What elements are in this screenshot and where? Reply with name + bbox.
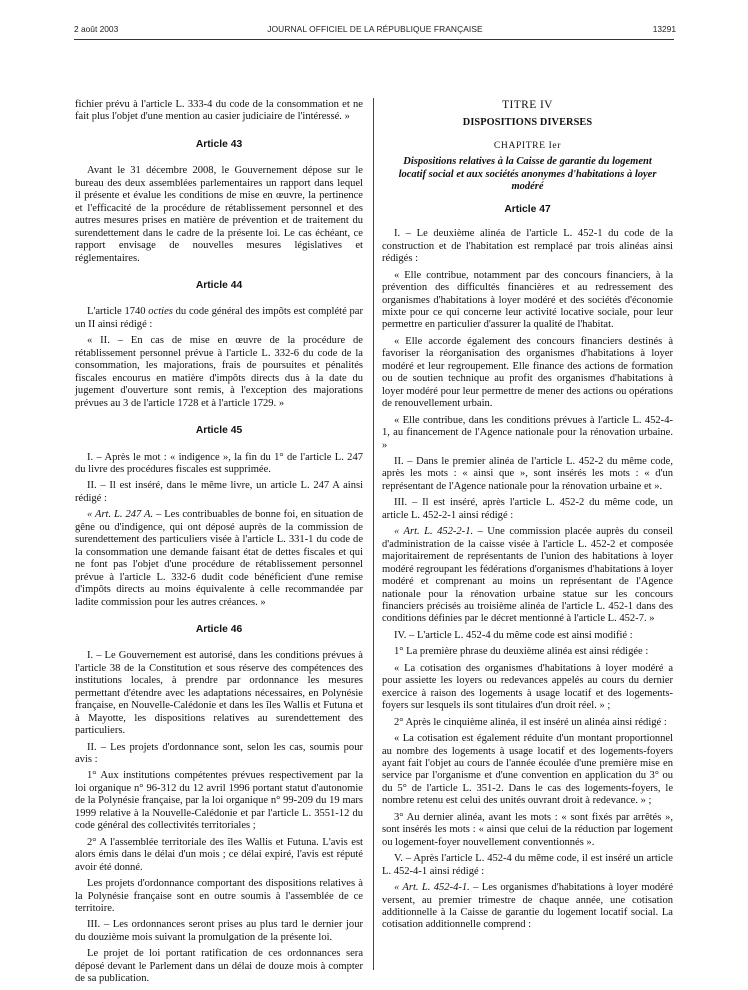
paragraph: « La cotisation des organismes d'habitations à loyer modéré a pour assiette les loyers ou redevances appelés au cours du dernier exercice à raison des logements à usage locatif et des logements-foyers sur lesquels ils sont titulaires d'un droit réel. » ;: [382, 662, 673, 712]
paragraph: « Art. L. 452-2-1. – Une commission placée auprès du conseil d'administration de la caisse visée à l'article L. 452-2 et composée majoritairement de représentants de l'union des habitations à loyer modéré regroupant les fédérations d'organismes d'habitations à loyer modéré et comprenant au moins un représentant de l'Agence nationale pour la rénovation urbaine statue sur les concours financiers précisés au troisième alinéa de l'article L. 452-1 dans des conditions définies par le décret mentionné à l'article L. 452-7. »: [382, 526, 674, 625]
chapter-heading: CHAPITRE Ier: [493, 139, 562, 151]
paragraph: 1° Aux institutions compétentes prévues respectivement par la loi organique n° 96-312 du 12 avril 1996 portant statut d'autonomie de la Polynésie française, par la loi organique n° 99-209 du 19 mars 1999 relative à la Nouvelle-Calédonie et par l'article L. 3551-12 du code général des collectivités territoriales ;: [75, 770, 363, 832]
paragraph: « II. – En cas de mise en œuvre de la procédure de rétablissement personnel prévue à l'article L. 332-6 du code de la consommation, les majorations, frais de poursuites et pénalités fiscales encourus en matière d'impôts directs dus à la date du jugement d'ouverture sont remis, à l'exception des majorations prévues au 3 de l'article 1728 et à l'article 1729. »: [75, 335, 363, 409]
right-column: [382, 99, 673, 936]
header-page-number: 13291: [652, 24, 676, 34]
title-heading: TITRE IV: [502, 99, 553, 111]
header-date: 2 août 2003: [74, 24, 119, 34]
paragraph: IV. – L'article L. 452-4 du même code est ainsi modifié :: [394, 629, 633, 641]
paragraph: V. – Après l'article L. 452-4 du même code, il est inséré un article L. 452-4-1 ainsi rédigé :: [382, 853, 673, 877]
paragraph: I. – Après le mot : « indigence », la fin du 1° de l'article L. 247 du livre des procédures fiscales est supprimée.: [75, 451, 363, 475]
paragraph: Le projet de loi portant ratification de ces ordonnances sera déposé devant le Parlement dans un délai de douze mois à compter de sa publication.: [75, 948, 363, 985]
page-header: [74, 24, 676, 38]
paragraph: « Elle accorde également des concours financiers destinés à favoriser la réorganisation des organismes d'habitations à loyer modéré et leur regroupement. Elle finance des actions de formation ou de soutien technique au profit des organismes d'habitations à loyer modéré pour leur permettre de mener des actions ou opérations de renouvellement urbain.: [382, 335, 673, 410]
column-divider: [373, 98, 374, 970]
paragraph: 2° Après le cinquième alinéa, il est inséré un alinéa ainsi rédigé :: [394, 716, 667, 728]
left-column: [75, 99, 363, 990]
paragraph: « Elle contribue, notamment par des concours financiers, à la prévention des difficultés financières et au redressement des organismes d'habitations à loyer modéré et des sociétés d'économie mixte pour ce qui concerne leur activité locative sociale, pour leur permettre en particulier d'assurer la qualité de l'habitat.: [382, 269, 673, 331]
paragraph: « La cotisation est également réduite d'un montant proportionnel au nombre des logements à usage locatif et des logements-foyers ayant fait l'objet au cours de l'année écoulée d'une première mise en service par l'organisme et d'une convention en application du 3° ou du 5° de l'article L. 351-2. Dans le cas des logements-foyers, le nombre retenu est celui des unités ouvrant droit à redevance. » ;: [382, 733, 673, 807]
paragraph: « Art. L. 452-4-1. – Les organismes d'habitations à loyer modéré versent, au premier trimestre de chaque année, une cotisation additionnelle à la Caisse de garantie du logement locatif social. La cotisation additionnelle comprend :: [382, 882, 673, 931]
paragraph: L'article 1740 octies du code général des impôts est complété par un II ainsi rédigé :: [75, 306, 364, 330]
article-44-heading: Article 44: [195, 279, 243, 291]
paragraph: Avant le 31 décembre 2008, le Gouvernement dépose sur le bureau des deux assemblées parlementaires un rapport dans lequel il présente et évalue les conditions de mise en œuvre, la pertinence et l'efficacité de la procédure de rétablissement personnel et des autres mesures prises en matière de prévention et de traitement du surendettement dans le cadre de la présente loi. Le cas échéant, ce rapport envisage de nouvelles mesures législatives et réglementaires.: [75, 165, 363, 264]
paragraph: 1° La première phrase du deuxième alinéa est ainsi rédigée :: [394, 646, 649, 658]
article-45-heading: Article 45: [195, 425, 243, 437]
paragraph: I. – Le deuxième alinéa de l'article L. 452-1 du code de la construction et de l'habitation est remplacé par trois alinéas ainsi rédigés :: [382, 228, 673, 265]
paragraph: Les projets d'ordonnance comportant des dispositions relatives à la Polynésie française sont en outre soumis à l'assemblée de ce territoire.: [75, 878, 363, 915]
article-47-heading: Article 47: [504, 203, 551, 215]
paragraph: I. – Le Gouvernement est autorisé, dans les conditions prévues à l'article 38 de la Constitution et sous réserve des compétences des institutions locales, à prendre par ordonnance les mesures permettant d'étendre avec les adaptations nécessaires, en Polynésie française, en Nouvelle-Calédonie et dans les îles Wallis et Futuna et à Mayotte, les dispositions relatives au surendettement des particuliers.: [75, 650, 363, 737]
paragraph: II. – Dans le premier alinéa de l'article L. 452-2 du même code, après les mots : « ainsi que », sont insérés les mots : « d'un représentant de l'Agence nationale pour la rénovation urbaine et ».: [382, 456, 673, 492]
paragraph: « Art. L. 247 A. – Les contribuables de bonne foi, en situation de gêne ou d'indigence, qui ont déposé auprès de la commission de surendettement des particuliers visée à l'article L. 331-1 du code de la consommation une demande faisant état de dettes fiscales et qui ne font pas l'objet d'une procédure de rétablissement personnel prévue à l'article L. 332-6 dudit code bénéficient d'une remise d'impôts directs au moins équivalente à celle recommandée par ladite commission pour les autres créances. »: [75, 509, 363, 608]
paragraph: III. – Les ordonnances seront prises au plus tard le dernier jour du douzième mois suivant la promulgation de la présente loi.: [75, 919, 363, 943]
header-journal-title: JOURNAL OFFICIEL DE LA RÉPUBLIQUE FRANÇAISE: [267, 24, 483, 34]
article-46-heading: Article 46: [195, 623, 243, 635]
article-43-heading: Article 43: [195, 138, 243, 150]
paragraph: 3° Au dernier alinéa, avant les mots : « sont fixés par arrêtés », sont insérés les mots : « ainsi que celui de la réduction par logement ou logement-foyer nouvellement conventionnés ».: [382, 811, 673, 848]
paragraph: 2° A l'assemblée territoriale des îles Wallis et Futuna. L'avis est alors émis dans le délai d'un mois ; ce délai expiré, l'avis est réputé avoir été donné.: [75, 836, 363, 873]
title-subheading: DISPOSITIONS DIVERSES: [462, 117, 593, 129]
paragraph: « Elle contribue, dans les conditions prévues à l'article L. 452-4-1, au financement de l'Agence nationale pour la rénovation urbaine. »: [382, 414, 673, 451]
paragraph: II. – Les projets d'ordonnance sont, selon les cas, soumis pour avis :: [75, 741, 363, 766]
chapter-title: Dispositions relatives à la Caisse de garantie du logement locatif social et aux sociétés anonymes d'habitations à loyer modéré: [398, 156, 657, 193]
header-rule: [74, 39, 674, 40]
paragraph: III. – Il est inséré, après l'article L. 452-2 du même code, un article L. 452-2-1 ainsi rédigé :: [382, 497, 673, 521]
paragraph: II. – Il est inséré, dans le même livre, un article L. 247 A ainsi rédigé :: [75, 480, 363, 504]
paragraph: fichier prévu à l'article L. 333-4 du code de la consommation et ne fait plus l'objet d'une mention au casier judiciaire de l'intéressé. »: [75, 99, 363, 123]
